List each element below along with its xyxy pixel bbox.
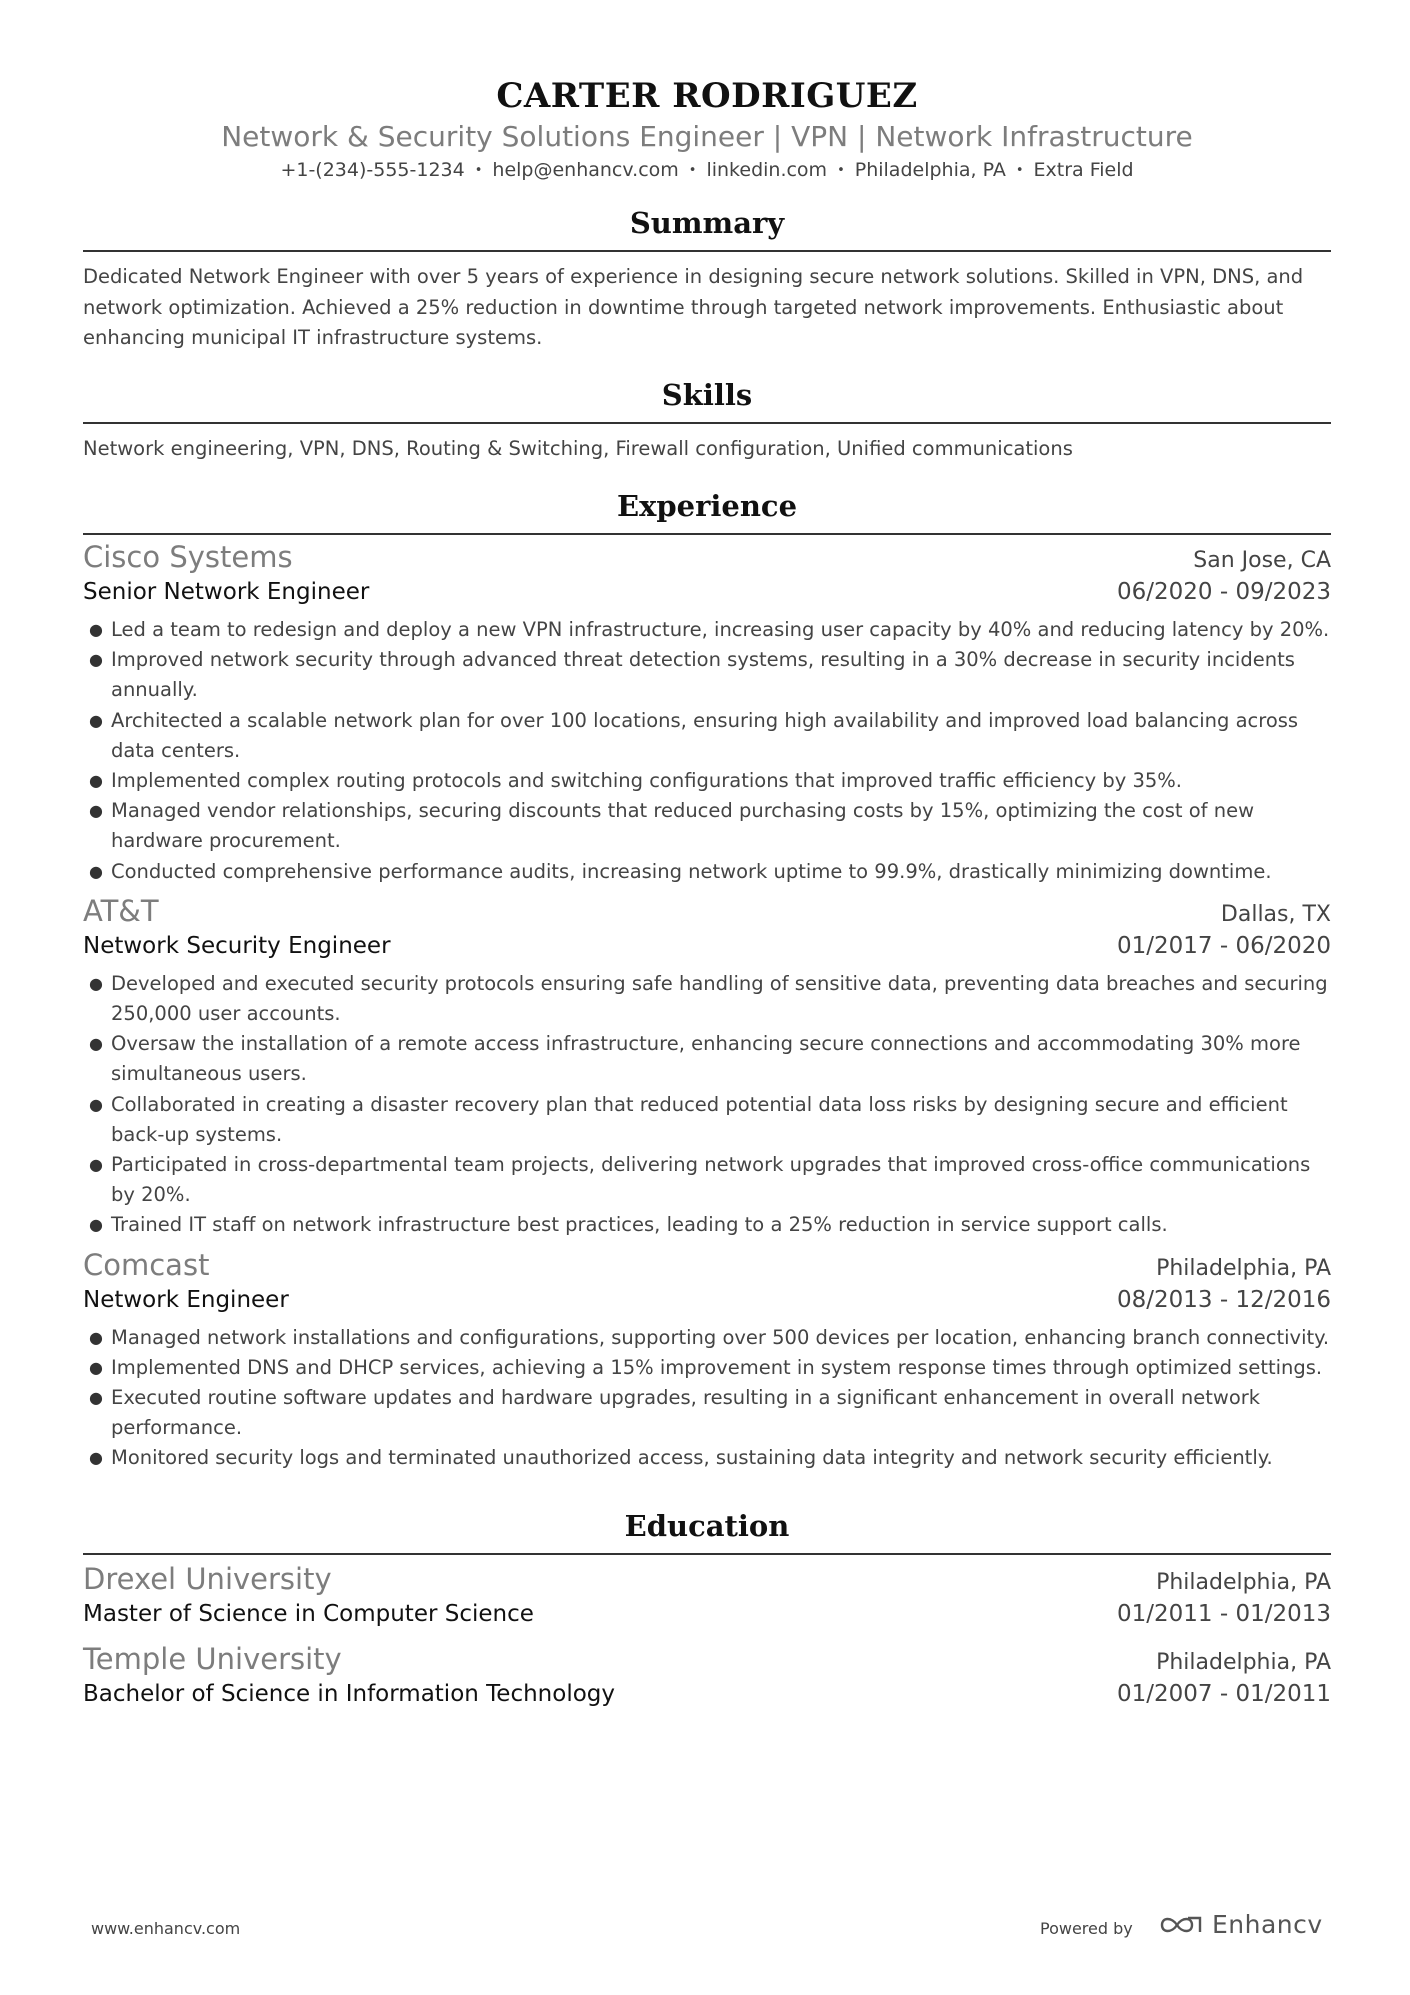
- enhancv-logo[interactable]: [1158, 1910, 1323, 1939]
- bullet-icon: ●: [89, 973, 103, 993]
- job-title: Network Engineer: [83, 1286, 289, 1313]
- bullet-icon: ●: [89, 1448, 103, 1468]
- experience-section: [83, 488, 1331, 1474]
- candidate-name: CARTER RODRIGUEZ: [496, 76, 918, 116]
- enhancv-brand-text: Enhancv: [1212, 1910, 1323, 1939]
- school-name: Temple University: [83, 1641, 342, 1676]
- list-item: ● Developed and executed security protocols ensuring safe handling of sensitive data, preventing data breaches and securing 250,000 user accounts.: [83, 969, 1331, 1029]
- company-name: AT&T: [83, 893, 159, 928]
- skills-heading: Skills: [83, 377, 1331, 424]
- job-location: Philadelphia, PA: [1156, 1255, 1331, 1281]
- bullet-icon: ●: [89, 710, 103, 730]
- experience-entry: [83, 893, 1331, 1241]
- education-section: [83, 1508, 1331, 1711]
- page-footer: [0, 1908, 1410, 1948]
- job-dates: 06/2020 - 09/2023: [1116, 579, 1331, 605]
- job-title: Network Security Engineer: [83, 932, 391, 959]
- enhancv-logo-icon: [1158, 1912, 1204, 1938]
- bullet-icon: ●: [89, 1155, 103, 1175]
- bullet-icon: ●: [89, 801, 103, 821]
- list-item: ● Participated in cross-departmental team projects, delivering network upgrades that improved cross-office communications by 20%.: [83, 1150, 1331, 1210]
- education-dates: 01/2011 - 01/2013: [1116, 1600, 1331, 1627]
- list-item: ● Trained IT staff on network infrastructure best practices, leading to a 25% reduction in service support calls.: [83, 1210, 1331, 1240]
- bullet-icon: ●: [89, 1094, 103, 1114]
- education-dates: 01/2007 - 01/2011: [1116, 1680, 1331, 1707]
- list-item: ● Architected a scalable network plan for over 100 locations, ensuring high availability and improved load balancing across data centers.: [83, 706, 1331, 766]
- degree-title: Bachelor of Science in Information Technology: [83, 1680, 615, 1707]
- list-item: ● Managed network installations and configurations, supporting over 500 devices per location, enhancing branch connectivity.: [83, 1323, 1331, 1353]
- job-bullets: [83, 615, 1331, 887]
- contact-location: Philadelphia, PA: [854, 159, 1006, 181]
- summary-section: [83, 205, 1331, 354]
- bullet-icon: ●: [89, 1327, 103, 1347]
- list-item: ● Conducted comprehensive performance audits, increasing network uptime to 99.9%, drastically minimizing downtime.: [83, 857, 1331, 887]
- experience-heading: Experience: [83, 488, 1331, 535]
- job-location: San Jose, CA: [1193, 548, 1331, 573]
- contact-separator: •: [688, 163, 697, 178]
- contact-extra-field: Extra Field: [1033, 159, 1134, 181]
- job-dates: 01/2017 - 06/2020: [1116, 932, 1331, 959]
- footer-site-link[interactable]: www.enhancv.com: [91, 1919, 241, 1938]
- experience-entry: [83, 539, 1331, 887]
- resume-header: [83, 0, 1331, 185]
- list-item: ● Oversaw the installation of a remote access infrastructure, enhancing secure connections and accommodating 30% more simultaneous users.: [83, 1029, 1331, 1089]
- list-item: ● Executed routine software updates and hardware upgrades, resulting in a significant enhancement in overall network performance.: [83, 1383, 1331, 1443]
- bullet-icon: ●: [89, 650, 103, 670]
- list-item: ● Managed vendor relationships, securing discounts that reduced purchasing costs by 15%, optimizing the cost of new hardware procurement.: [83, 796, 1331, 856]
- bullet-icon: ●: [89, 1034, 103, 1054]
- job-location: Dallas, TX: [1220, 901, 1331, 927]
- summary-heading: Summary: [83, 205, 1331, 252]
- job-dates: 08/2013 - 12/2016: [1116, 1286, 1331, 1313]
- experience-entry: [83, 1247, 1331, 1474]
- candidate-title: Network & Security Solutions Engineer | VPN | Network Infrastructure: [221, 120, 1193, 153]
- list-item: ● Improved network security through advanced threat detection systems, resulting in a 30% decrease in security incidents annually.: [83, 645, 1331, 705]
- school-location: Philadelphia, PA: [1156, 1649, 1331, 1675]
- contact-email: help@enhancv.com: [492, 159, 679, 181]
- list-item: ● Implemented complex routing protocols and switching configurations that improved traffic efficiency by 35%.: [83, 766, 1331, 796]
- bullet-icon: ●: [89, 620, 103, 639]
- summary-text: Dedicated Network Engineer with over 5 years of experience in designing secure network solutions. Skilled in VPN, DNS, and network optimization. Achieved a 25% reduction in downtime through targeted network improvements. Enthusiastic about enhancing municipal IT infrastructure systems.: [83, 265, 1304, 349]
- contact-linkedin: linkedin.com: [706, 159, 828, 181]
- company-name: Cisco Systems: [83, 540, 293, 574]
- contact-line: [83, 156, 1331, 185]
- company-name: Comcast: [83, 1247, 210, 1282]
- job-title: Senior Network Engineer: [83, 579, 370, 605]
- school-location: Philadelphia, PA: [1156, 1569, 1331, 1595]
- skills-text: Network engineering, VPN, DNS, Routing & Switching, Firewall configuration, Unified communications: [83, 436, 1073, 460]
- bullet-icon: ●: [89, 1388, 103, 1408]
- degree-title: Master of Science in Computer Science: [83, 1600, 534, 1627]
- job-bullets: [83, 1323, 1331, 1474]
- resume-page: [83, 0, 1331, 1711]
- list-item: ● Led a team to redesign and deploy a new VPN infrastructure, increasing user capacity by 40% and reducing latency by 20%.: [83, 615, 1331, 645]
- contact-separator: •: [837, 163, 845, 178]
- school-name: Drexel University: [83, 1561, 332, 1596]
- contact-separator: •: [474, 163, 483, 178]
- bullet-icon: ●: [89, 1357, 103, 1377]
- education-entry: [83, 1561, 1331, 1631]
- powered-by-label: Powered by: [1040, 1919, 1133, 1938]
- list-item: ● Implemented DNS and DHCP services, achieving a 15% improvement in system response times through optimized settings.: [83, 1353, 1331, 1383]
- list-item: ● Collaborated in creating a disaster recovery plan that reduced potential data loss risks by designing secure and efficient back-up systems.: [83, 1090, 1331, 1150]
- list-item: ● Monitored security logs and terminated unauthorized access, sustaining data integrity and network security efficiently.: [83, 1443, 1331, 1473]
- contact-phone: +1-(234)-555-1234: [280, 159, 465, 181]
- bullet-icon: ●: [89, 861, 103, 881]
- bullet-icon: ●: [89, 1215, 103, 1235]
- skills-section: [83, 377, 1331, 465]
- education-entry: [83, 1641, 1331, 1711]
- contact-separator: •: [1015, 163, 1024, 178]
- education-heading: Education: [83, 1508, 1331, 1555]
- bullet-icon: ●: [89, 771, 103, 791]
- job-bullets: [83, 969, 1331, 1241]
